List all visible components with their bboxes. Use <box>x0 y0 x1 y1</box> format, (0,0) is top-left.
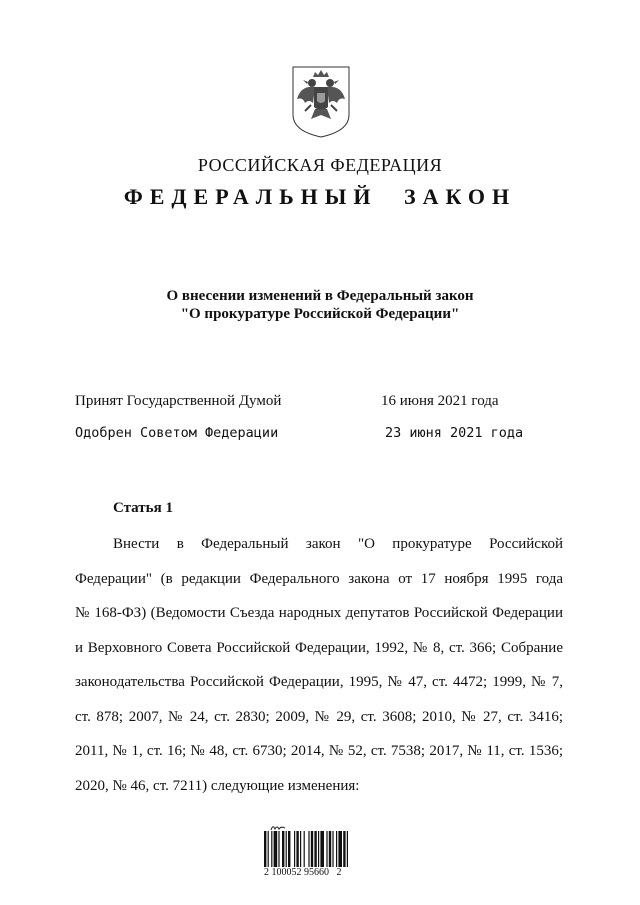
body-line: Федерации" (в редакции Федерального закона от 17 ноября 1995 года <box>75 570 563 587</box>
body-line: 2020, № 46, ст. 7211) следующие изменения: <box>75 777 360 794</box>
adoption-date: 16 июня 2021 года <box>381 393 499 409</box>
adoption-date: 23 июня 2021 года <box>385 425 524 441</box>
article-title: Статья 1 <box>113 500 173 516</box>
body-line: № 168-ФЗ) (Ведомости Съезда народных депутатов Российской Федерации <box>75 605 563 621</box>
law-subject <box>0 287 640 323</box>
country-title: РОССИЙСКАЯ ФЕДЕРАЦИЯ <box>197 155 443 175</box>
body-line: ст. 878; 2007, № 24, ст. 2830; 2009, № 29, ст. 3608; 2010, № 27, ст. 3416; <box>75 708 563 725</box>
article-body <box>75 532 563 808</box>
subject-line-2: "О прокуратуре Российской Федерации" <box>180 306 460 322</box>
body-line: законодательства Российской Федерации, 1995, № 47, ст. 4472; 1999, № 7, <box>75 674 563 690</box>
russian-coat-of-arms-icon <box>289 63 353 139</box>
adoption-label: Одобрен Советом Федерации <box>75 425 279 441</box>
body-line: и Верховного Совета Российской Федерации, 1992, № 8, ст. 366; Собрание <box>75 639 563 656</box>
barcode-icon <box>264 831 380 867</box>
handwritten-initials-icon <box>270 823 286 831</box>
subject-line-1: О внесении изменений в Федеральный закон <box>166 288 474 304</box>
adoption-label: Принят Государственной Думой <box>75 393 282 409</box>
document-barcode <box>264 823 380 879</box>
body-line: 2011, № 1, ст. 16; № 48, ст. 6730; 2014, № 52, ст. 7538; 2017, № 11, ст. 1536; <box>75 743 563 759</box>
barcode-number: 2 100052 95660 2 <box>264 867 342 878</box>
document-type-title: ФЕДЕРАЛЬНЫЙ ЗАКОН <box>123 184 517 209</box>
body-line: Внести в Федеральный закон "О прокуратуре Российской <box>113 536 563 552</box>
